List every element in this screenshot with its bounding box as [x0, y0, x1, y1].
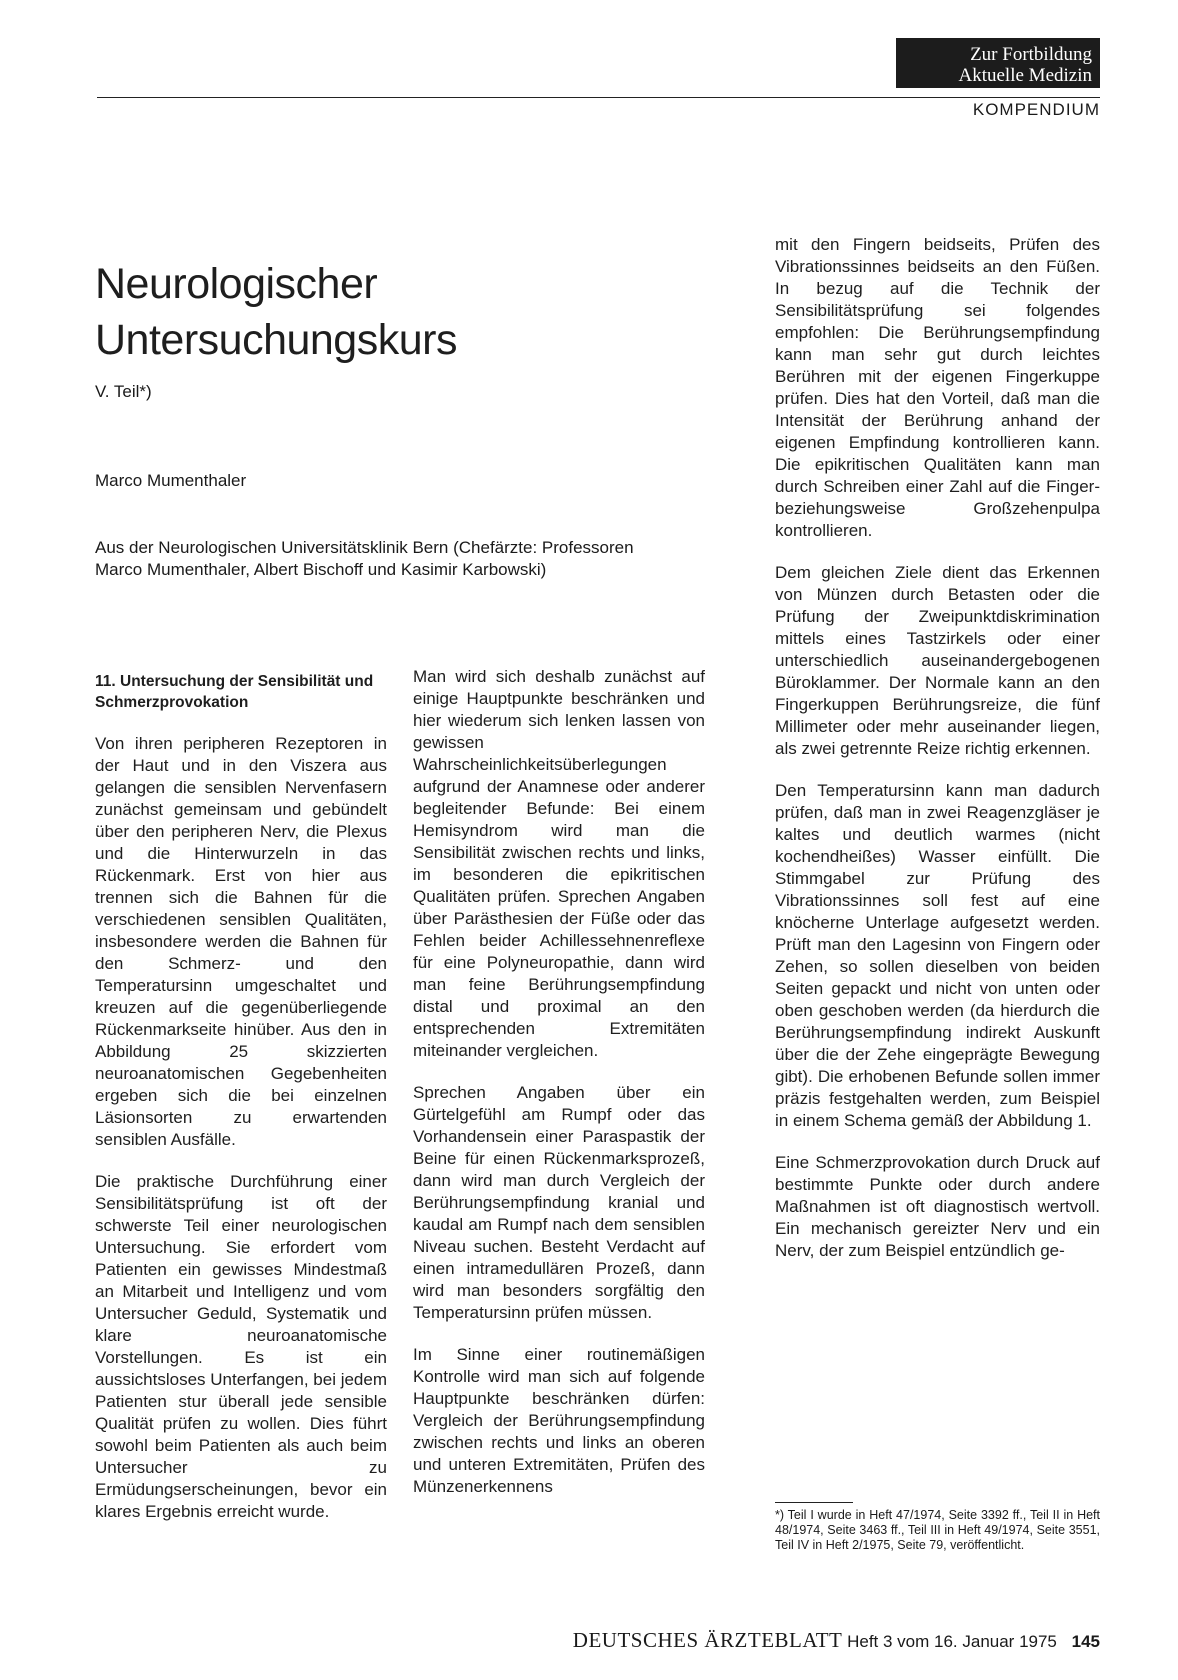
column-3 [775, 234, 1100, 1282]
section-label: KOMPENDIUM [972, 100, 1100, 119]
article-part: V. Teil*) [95, 382, 152, 401]
title-line-2: Untersuchungskurs [95, 316, 457, 364]
paragraph: Eine Schmerzprovokation durch Druck auf bestimmte Punkte oder durch andere Maßnahmen ist oft diagnostisch wertvoll. Ein mechanisch gereizter Nerv und ein Nerv, der zum Beispiel entzündlich ge- [775, 1153, 1100, 1260]
paragraph: Die praktische Durchführung einer Sensibilitätsprüfung ist oft der schwerste Teil einer neurologischen Untersuchung. Sie erfordert vom Patienten ein gewisses Mindestmaß an Mitarbeit und Intelligenz und vom Untersucher Geduld, Systematik und klare neuroanatomische Vorstellungen. Es ist ein aussichtsloses Unterfangen, bei jedem Patienten stur überall jede sensible Qualität prüfen zu wollen. Dies führt sowohl beim Patienten als auch beim Untersucher zu Ermüdungserscheinungen, bevor ein klares Ergebnis erreicht wurde. [95, 1172, 387, 1521]
journal-name: DEUTSCHES ÄRZTEBLATT [572, 1628, 843, 1652]
title-line-1: Neurologischer [95, 260, 378, 308]
paragraph: Man wird sich deshalb zunächst auf einige Hauptpunkte beschränken und hier wiederum sich lenken lassen von gewissen Wahrscheinlichkeitsüberlegungen aufgrund der Anamnese oder anderer begleitender Befunde: Bei einem Hemisyndrom wird man die Sensibilität zwischen rechts und links, im besonderen die epikritischen Qualitäten prüfen. Sprechen Angaben über Parästhesien der Füße oder das Fehlen beider Achillessehnenreflexe für eine Polyneuropathie, dann wird man feine Berührungsempfindung distal und proximal an den entsprechenden Extremitäten miteinander vergleichen. [413, 667, 705, 1060]
paragraph: mit den Fingern beidseits, Prüfen des Vibrationssinnes beidseits an den Füßen. In bezug auf die Technik der Sensibilitätsprüfung sei folgendes empfohlen: Die Berührungsempfindung kann man sehr gut durch leichtes Berühren mit der eigenen Fingerkuppe prüfen. Dies hat den Vorteil, daß man die Intensität der Berührung anhand der eigenen Empfindung kontrollieren kann. Die epikritischen Qualitäten kann man durch Schreiben einer Zahl auf die Finger- beziehungsweise Großzehenpulpa kontrollieren. [775, 235, 1100, 540]
section-heading: 11. Untersuchung der Sensibilität und Schmerzprovokation [95, 673, 374, 711]
paragraph: Dem gleichen Ziele dient das Erkennen von Münzen durch Betasten oder die Prüfung der Zweipunktdiskrimination mittels eines Tastzirkels oder einer unterschiedlich auseinandergebogenen Büroklammer. Der Normale kann an den Fingerkuppen Berührungsreize, die fünf Millimeter oder mehr auseinander liegen, als zwei getrennte Reize richtig erkennen. [775, 563, 1100, 758]
paragraph: Von ihren peripheren Rezeptoren in der Haut und in den Viszera aus gelangen die sensiblen Nervenfasern zunächst gemeinsam und gebündelt über den peripheren Nerv, die Plexus und die Hinterwurzeln in das Rückenmark. Erst von hier aus trennen sich die Bahnen für die verschiedenen sensiblen Qualitäten, insbesondere werden die Bahnen für den Schmerz- und den Temperatursinn umgeschaltet und kreuzen auf die gegenüberliegende Rückenmarkseite hinüber. Aus den in Abbildung 25 skizzierten neuroanatomischen Gegebenheiten ergeben sich die bei einzelnen Läsionsorten zu erwartenden sensiblen Ausfälle. [95, 734, 387, 1149]
paragraph: Den Temperatursinn kann man dadurch prüfen, daß man in zwei Reagenzgläser je kaltes und deutlich warmes (nicht kochendheißes) Wasser einfüllt. Die Stimmgabel zur Prüfung des Vibrationssinnes soll fest auf eine knöcherne Unterlage aufgesetzt werden. Prüft man den Lagesinn von Fingern oder Zehen, so sollen dieselben von beiden Seiten gepackt und nicht von unten oder oben geschoben werden (da hierdurch die Berührungsempfindung indirekt Auskunft über die der Zehe eingeprägte Bewegung gibt). Die erhobenen Befunde sollen immer präzis festgehalten werden, zum Beispiel in einem Schema gemäß der Abbildung 1. [775, 781, 1100, 1130]
paragraph: Im Sinne einer routinemäßigen Kontrolle wird man sich auf folgende Hauptpunkte beschränken dürfen: Vergleich der Berührungsempfindung zwischen rechts und links an oberen und unteren Extremitäten, Prüfen des Münzenerkennens [413, 1345, 705, 1496]
header-rule [97, 97, 1100, 98]
column-2 [413, 666, 705, 1518]
article-title [95, 256, 457, 368]
page-footer [573, 1628, 1100, 1653]
series-badge [896, 38, 1100, 88]
footnote: *) Teil I wurde in Heft 47/1974, Seite 3392 ff., Teil II in Heft 48/1974, Seite 3463 ff., Teil III in Heft 49/1974, Seite 3551, Teil IV in Heft 2/1975, Seite 79, veröffentlicht. [775, 1508, 1100, 1552]
footnote-rule [775, 1502, 853, 1503]
issue-info: Heft 3 vom 16. Januar 1975 [847, 1632, 1057, 1651]
column-1 [95, 671, 387, 1543]
affiliation: Aus der Neurologischen Universitätsklinik Bern (Chefärzte: Professoren Marco Mumenthaler, Albert Bischoff und Kasimir Karbowski) [95, 538, 634, 579]
page-number: 145 [1071, 1632, 1100, 1651]
paragraph: Sprechen Angaben über ein Gürtelgefühl am Rumpf oder das Vorhandensein einer Paraspastik der Beine für einen Rückenmarksprozeß, dann wird man durch Vergleich der Berührungsempfindung kranial und kaudal am Rumpf nach dem sensiblen Niveau suchen. Besteht Verdacht auf einen intramedullären Prozeß, dann wird man besonders sorgfältig den Temperatursinn prüfen müssen. [413, 1083, 705, 1322]
badge-line-1: Zur Fortbildung [970, 44, 1092, 65]
author-name: Marco Mumenthaler [95, 471, 247, 490]
badge-line-2: Aktuelle Medizin [958, 65, 1092, 86]
